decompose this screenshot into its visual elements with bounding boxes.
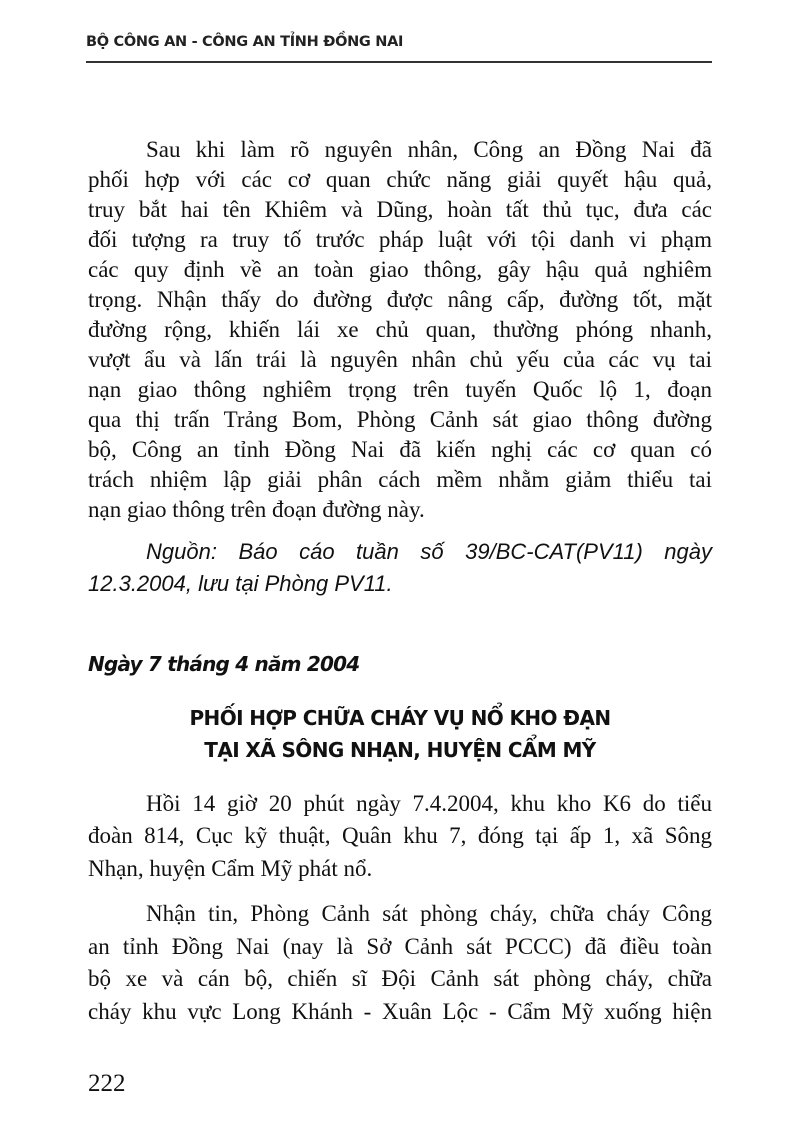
text-line: qua thị trấn Trảng Bom, Phòng Cảnh sát giao thông đường	[88, 407, 712, 432]
section-title-line-2: TẠI XÃ SÔNG NHẠN, HUYỆN CẨM MỸ	[204, 738, 596, 762]
text-line: nạn giao thông trên đoạn đường này.	[88, 497, 425, 522]
text-line: đoàn 814, Cục kỹ thuật, Quân khu 7, đóng tại ấp 1, xã Sông	[88, 823, 712, 848]
text-line: bộ, Công an tỉnh Đồng Nai đã kiến nghị các cơ quan có	[88, 437, 712, 462]
text-line: 12.3.2004, lưu tại Phòng PV11.	[88, 571, 393, 596]
header-rule	[86, 61, 712, 63]
text-line: Hồi 14 giờ 20 phút ngày 7.4.2004, khu kho K6 do tiểu	[146, 791, 712, 816]
text-line: truy bắt hai tên Khiêm và Dũng, hoàn tất thủ tục, đưa các	[88, 197, 712, 222]
text-line: Nhạn, huyện Cẩm Mỹ phát nổ.	[88, 856, 373, 881]
text-line: an tỉnh Đồng Nai (nay là Sở Cảnh sát PCCC) đã điều toàn	[88, 934, 712, 959]
text-line: Nguồn: Báo cáo tuần số 39/BC-CAT(PV11) ngày	[146, 539, 712, 564]
text-line: Nhận tin, Phòng Cảnh sát phòng cháy, chữa cháy Công	[146, 901, 712, 926]
text-line: vượt ẩu và lấn trái là nguyên nhân chủ yếu của các vụ tai	[88, 347, 712, 372]
text-line: đối tượng ra truy tố trước pháp luật với tội danh vi phạm	[88, 227, 712, 252]
section-title-line-1: PHỐI HỢP CHỮA CHÁY VỤ NỔ KHO ĐẠN	[189, 706, 611, 730]
text-line: đường rộng, khiến lái xe chủ quan, thường phóng nhanh,	[88, 317, 712, 342]
text-line: bộ xe và cán bộ, chiến sĩ Đội Cảnh sát phòng cháy, chữa	[88, 966, 712, 991]
entry-date: Ngày 7 tháng 4 năm 2004	[88, 652, 360, 676]
page-number: 222	[88, 1070, 126, 1097]
text-line: trách nhiệm lập giải phân cách mềm nhằm giảm thiểu tai	[88, 467, 712, 492]
text-line: Sau khi làm rõ nguyên nhân, Công an Đồng Nai đã	[146, 137, 712, 162]
text-line: nạn giao thông nghiêm trọng trên tuyến Quốc lộ 1, đoạn	[88, 377, 712, 402]
running-header: BỘ CÔNG AN - CÔNG AN TỈNH ĐỒNG NAI	[86, 34, 404, 50]
text-line: phối hợp với các cơ quan chức năng giải quyết hậu quả,	[88, 167, 712, 192]
text-line: trọng. Nhận thấy do đường được nâng cấp, đường tốt, mặt	[88, 287, 712, 312]
text-line: cháy khu vực Long Khánh - Xuân Lộc - Cẩm Mỹ xuống hiện	[88, 999, 712, 1024]
text-line: các quy định về an toàn giao thông, gây hậu quả nghiêm	[88, 257, 712, 282]
